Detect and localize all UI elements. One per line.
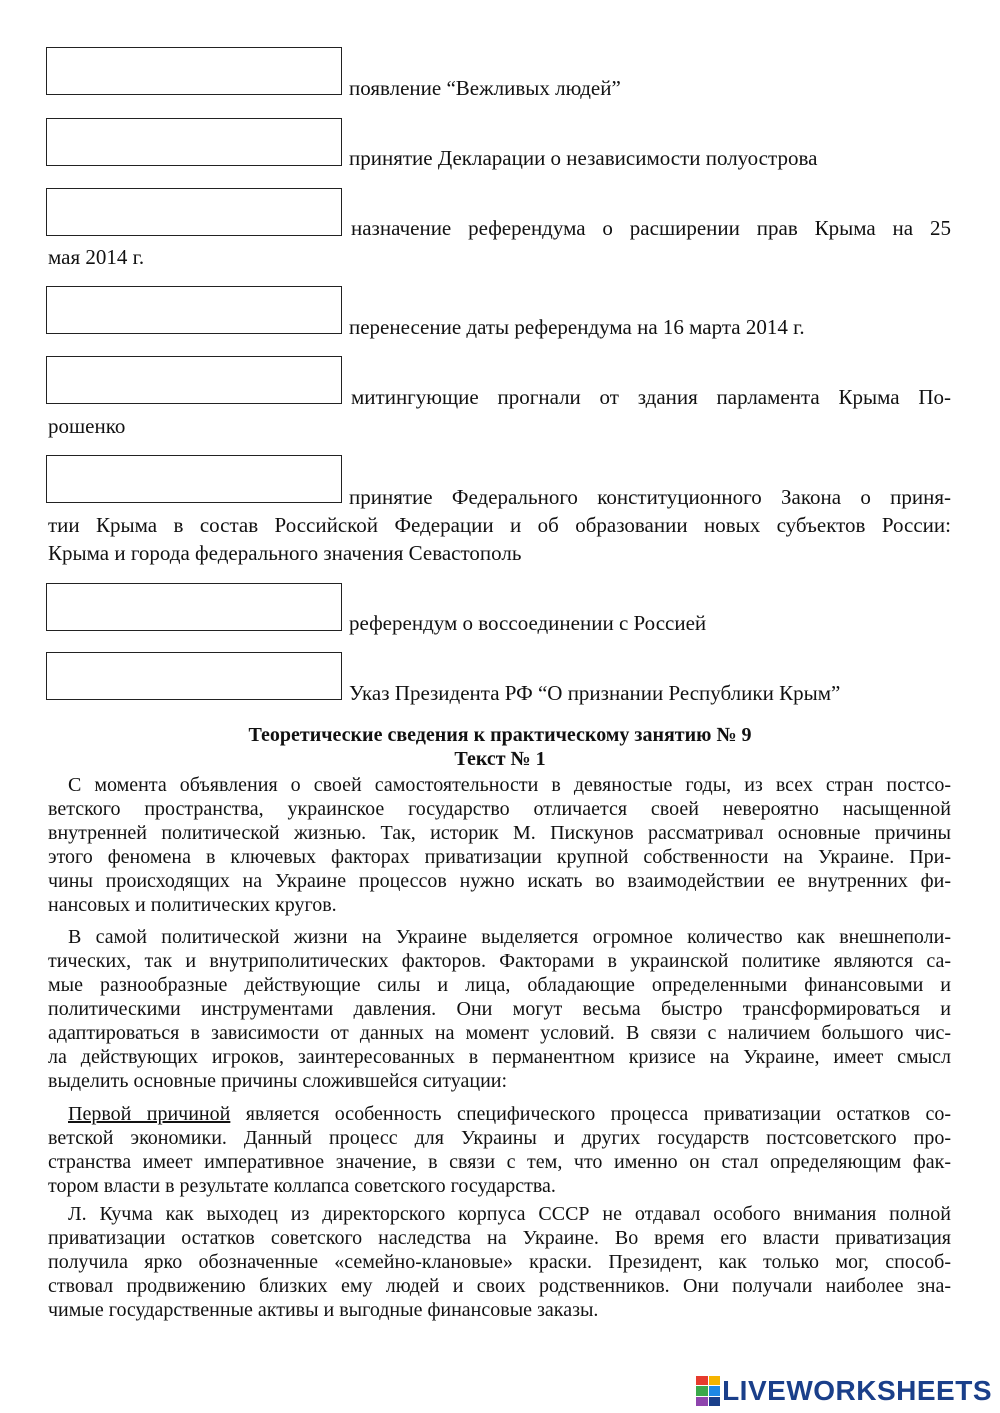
text-line-rest: является особенность специфического процесса приватизации остатков со- — [245, 1103, 951, 1125]
logo-text: LIVEWORKSHEETS — [722, 1375, 992, 1406]
event-text: принятие Федерального конституционного Закона о приня- — [349, 485, 951, 509]
answer-box-8[interactable] — [46, 652, 342, 700]
event-text: появление “Вежливых людей” — [349, 76, 621, 100]
paragraph-2 — [48, 925, 951, 1093]
answer-box-4[interactable] — [46, 286, 342, 334]
event-text: митингующие прогнали от здания парламента Крыма По- — [351, 385, 951, 409]
answer-box-2[interactable] — [46, 118, 342, 166]
text-line: ветской экономики. Данный процесс для Украины и других государств постсоветского про- — [48, 1127, 951, 1149]
text-line: адаптироваться в зависимости от данных на момент условий. В связи с наличием большого чис- — [48, 1022, 951, 1044]
text-line — [48, 1102, 951, 1126]
text-line: С момента объявления о своей самостоятельности в девяностые годы, из всех стран постсо- — [68, 774, 951, 796]
paragraph-1 — [48, 773, 951, 917]
text-line: выделить основные причины сложившейся ситуации: — [48, 1070, 508, 1092]
text-line: мые разнообразные действующие силы и лица, обладающие определенными финансовыми и — [48, 974, 951, 996]
text-line: тических, так и внутриполитических факторов. Факторами в украинской политике являются са- — [48, 950, 951, 972]
text-line: Л. Кучма как выходец из директорского корпуса СССР не отдавал особого внимания полной — [68, 1203, 951, 1225]
text-line: ла действующих игроков, заинтересованных в перманентном кризисе на Украине, имеет смысл — [48, 1046, 951, 1068]
text-line: ствовал продвижению близких ему людей и своих родственников. Они получали наиболее зна- — [48, 1275, 951, 1297]
liveworksheets-mark-icon — [696, 1376, 720, 1406]
event-text-continuation: рошенко — [48, 414, 126, 438]
text-line: получила ярко обозначенные «семейно-клановые» краски. Президент, как только мог, способ- — [48, 1251, 951, 1273]
text-line: тором власти в результате коллапса советского государства. — [48, 1175, 556, 1197]
event-text: назначение референдума о расширении прав Крыма на 25 — [351, 216, 951, 240]
liveworksheets-logo — [696, 1374, 992, 1408]
event-text-continuation: тии Крыма в состав Российской Федерации и об образовании новых субъектов России: — [48, 513, 951, 537]
text-line: чины происходящих на Украине процессов нужно искать во взаимодействии ее внутренних фи- — [48, 870, 951, 892]
event-text: референдум о воссоединении с Россией — [349, 611, 707, 635]
event-text: Указ Президента РФ “О признании Республики Крым” — [349, 681, 841, 705]
text-line: политическими инструментами давления. Они могут весьма быстро трансформироваться и — [48, 998, 951, 1020]
event-text-continuation: Крыма и города федерального значения Севастополь — [48, 541, 522, 565]
text-line: В самой политической жизни на Украине выделяется огромное количество как внешнеполи- — [68, 926, 951, 948]
answer-box-3[interactable] — [46, 188, 342, 236]
text-line: этого феномена в ключевых факторах приватизации крупной собственности на Украине. При- — [48, 846, 951, 868]
event-text: перенесение даты референдума на 16 марта 2014 г. — [349, 315, 805, 339]
paragraph-3 — [48, 1102, 951, 1198]
answer-box-6[interactable] — [46, 455, 342, 503]
text-line: странства имеет императивное значение, в связи с тем, что именно он стал определяющим фак- — [48, 1151, 951, 1173]
answer-box-7[interactable] — [46, 583, 342, 631]
text-number: Текст № 1 — [454, 748, 546, 770]
paragraph-4 — [48, 1202, 951, 1322]
answer-box-5[interactable] — [46, 356, 342, 404]
text-line: приватизации остатков советского наследства на Украине. Во время его власти приватизация — [48, 1227, 951, 1249]
event-text: принятие Декларации о независимости полуострова — [349, 146, 818, 170]
underlined-lead: Первой причиной — [68, 1103, 231, 1125]
text-line: ветского пространства, украинское государство отличается своей невероятно насыщенной — [48, 798, 951, 820]
section-title: Теоретические сведения к практическому занятию № 9 — [248, 724, 752, 746]
text-line: чимые государственные активы и выгодные финансовые заказы. — [48, 1299, 599, 1321]
event-text-continuation: мая 2014 г. — [48, 245, 145, 269]
text-line: нансовых и политических кругов. — [48, 894, 337, 916]
text-line: внутренней политической жизнью. Так, историк М. Пискунов рассматривал основные причины — [48, 822, 951, 844]
answer-box-1[interactable] — [46, 47, 342, 95]
